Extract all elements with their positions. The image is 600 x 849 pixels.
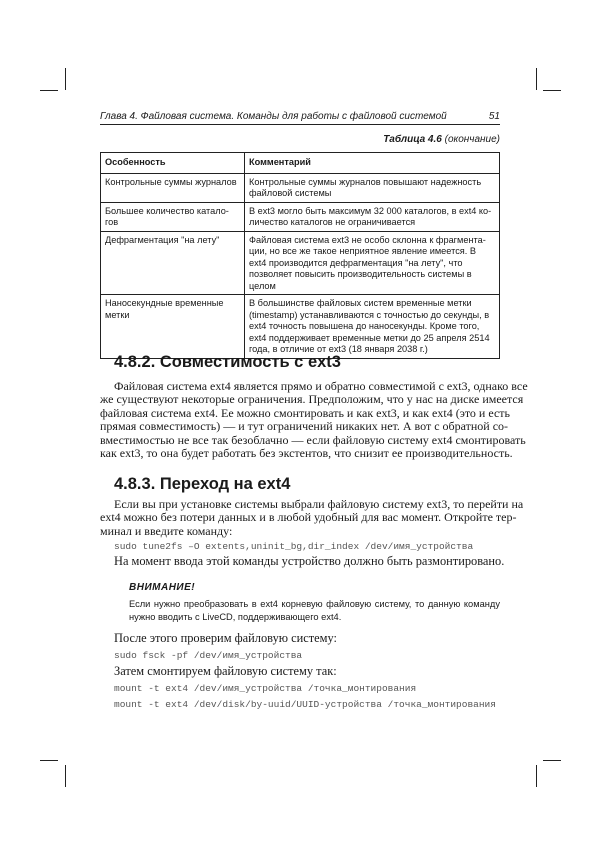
text-line: как ext3, то она будет работать без экстентов, что снизит ее производительность. (100, 446, 513, 461)
code-line: mount -t ext4 /dev/имя_устройства /точка_монтирования (114, 683, 417, 694)
code-line: mount -t ext4 /dev/disk/by-uuid/UUID-устройства /точка_монтирования (114, 699, 496, 710)
crop-mark (543, 90, 561, 91)
code-line: sudo tune2fs –O extents,uninit_bg,dir_index /dev/имя_устройства (114, 541, 474, 552)
table-cell: Файловая система ext3 не особо склонна к фрагмента-ции, но все же такое неприятное явление имеется. В ext4 производится дефрагментация "на лету", что позволяет повысить производительность системы в целом (245, 231, 500, 295)
text-line: прямая совместимость) — и тут ограничений никаких нет. А вот с обратной со- (100, 419, 509, 434)
table-row (101, 202, 500, 231)
crop-mark (543, 760, 561, 761)
text-line: Если вы при установке системы выбрали файловую систему ext3, то перейти на (114, 497, 524, 511)
text-line: же существуют некоторые ограничения. Предположим, что у нас на диске имеется (100, 392, 524, 407)
crop-mark (40, 760, 58, 761)
section-heading: 4.8.2. Совместимость с ext3 (114, 353, 341, 371)
text-line: минал и введите команду: (100, 523, 233, 538)
crop-mark (536, 765, 537, 787)
code-line: sudo fsck -pf /dev/имя_устройства (114, 650, 303, 661)
text-line: Если нужно преобразовать в ext4 корневую файловую систему, то данную команду (129, 599, 500, 609)
table-caption (383, 134, 500, 145)
text-line: файловая система ext4. Ее можно смонтировать и как ext3, и как ext4 (это и есть (100, 405, 511, 420)
table-row (101, 295, 500, 359)
table-cell: Наносекундные временные метки (101, 295, 245, 359)
warning-title: ВНИМАНИЕ! (129, 582, 196, 593)
text-line: После этого проверим файловую систему: (114, 631, 338, 645)
table-caption-note: (окончание) (444, 134, 500, 145)
chapter-title: Глава 4. Файловая система. Команды для работы с файловой системой (100, 111, 447, 122)
table-cell: В ext3 могло быть максимум 32 000 каталогов, в ext4 ко-личество каталогов не ограничивается (245, 202, 500, 231)
table-cell: Контрольные суммы журналов повышают надежность файловой системы (245, 173, 500, 202)
crop-mark (65, 765, 66, 787)
table-row (101, 231, 500, 295)
table-cell: Большее количество катало-гов (101, 202, 245, 231)
text-line: Файловая система ext4 является прямо и обратно совместимой с ext3, однако все (114, 379, 528, 393)
table-cell: Дефрагментация "на лету" (101, 231, 245, 295)
paragraph (100, 379, 528, 461)
section-heading: 4.8.3. Переход на ext4 (114, 475, 291, 493)
column-header: Особенность (101, 153, 245, 174)
crop-mark (40, 90, 58, 91)
table-cell: В большинстве файловых систем временные метки (timestamp) устанавливаются с точностью до секунды, в ext4 точность повышена до наносекунды. Кроме того, ext4 поддерживает временные метки до 25 апреля 2514 года, в отличие от ext3 (18 января 2038 г.) (245, 295, 500, 359)
running-header (100, 110, 500, 125)
crop-mark (65, 68, 66, 90)
page-number: 51 (488, 111, 500, 122)
text-line: На момент ввода этой команды устройство должно быть размонтировано. (114, 554, 505, 568)
warning-text (129, 598, 500, 624)
table-row (101, 173, 500, 202)
text-line: Затем смонтируем файловую систему так: (114, 664, 337, 678)
crop-mark (536, 68, 537, 90)
table-header-row (101, 153, 500, 174)
features-table (100, 152, 500, 359)
text-line: ext4 можно без потери данных и в любой удобный для вас момент. Откройте тер- (100, 510, 517, 525)
text-line: вместимостью не все так безоблачно — если файловую систему ext4 смонтировать (100, 432, 526, 447)
table-caption-label: Таблица 4.6 (383, 134, 442, 145)
text-line: нужно вводить с LiveCD, поддерживающего ext4. (129, 612, 342, 622)
column-header: Комментарий (245, 153, 500, 174)
table-cell: Контрольные суммы журналов (101, 173, 245, 202)
paragraph (100, 497, 524, 538)
